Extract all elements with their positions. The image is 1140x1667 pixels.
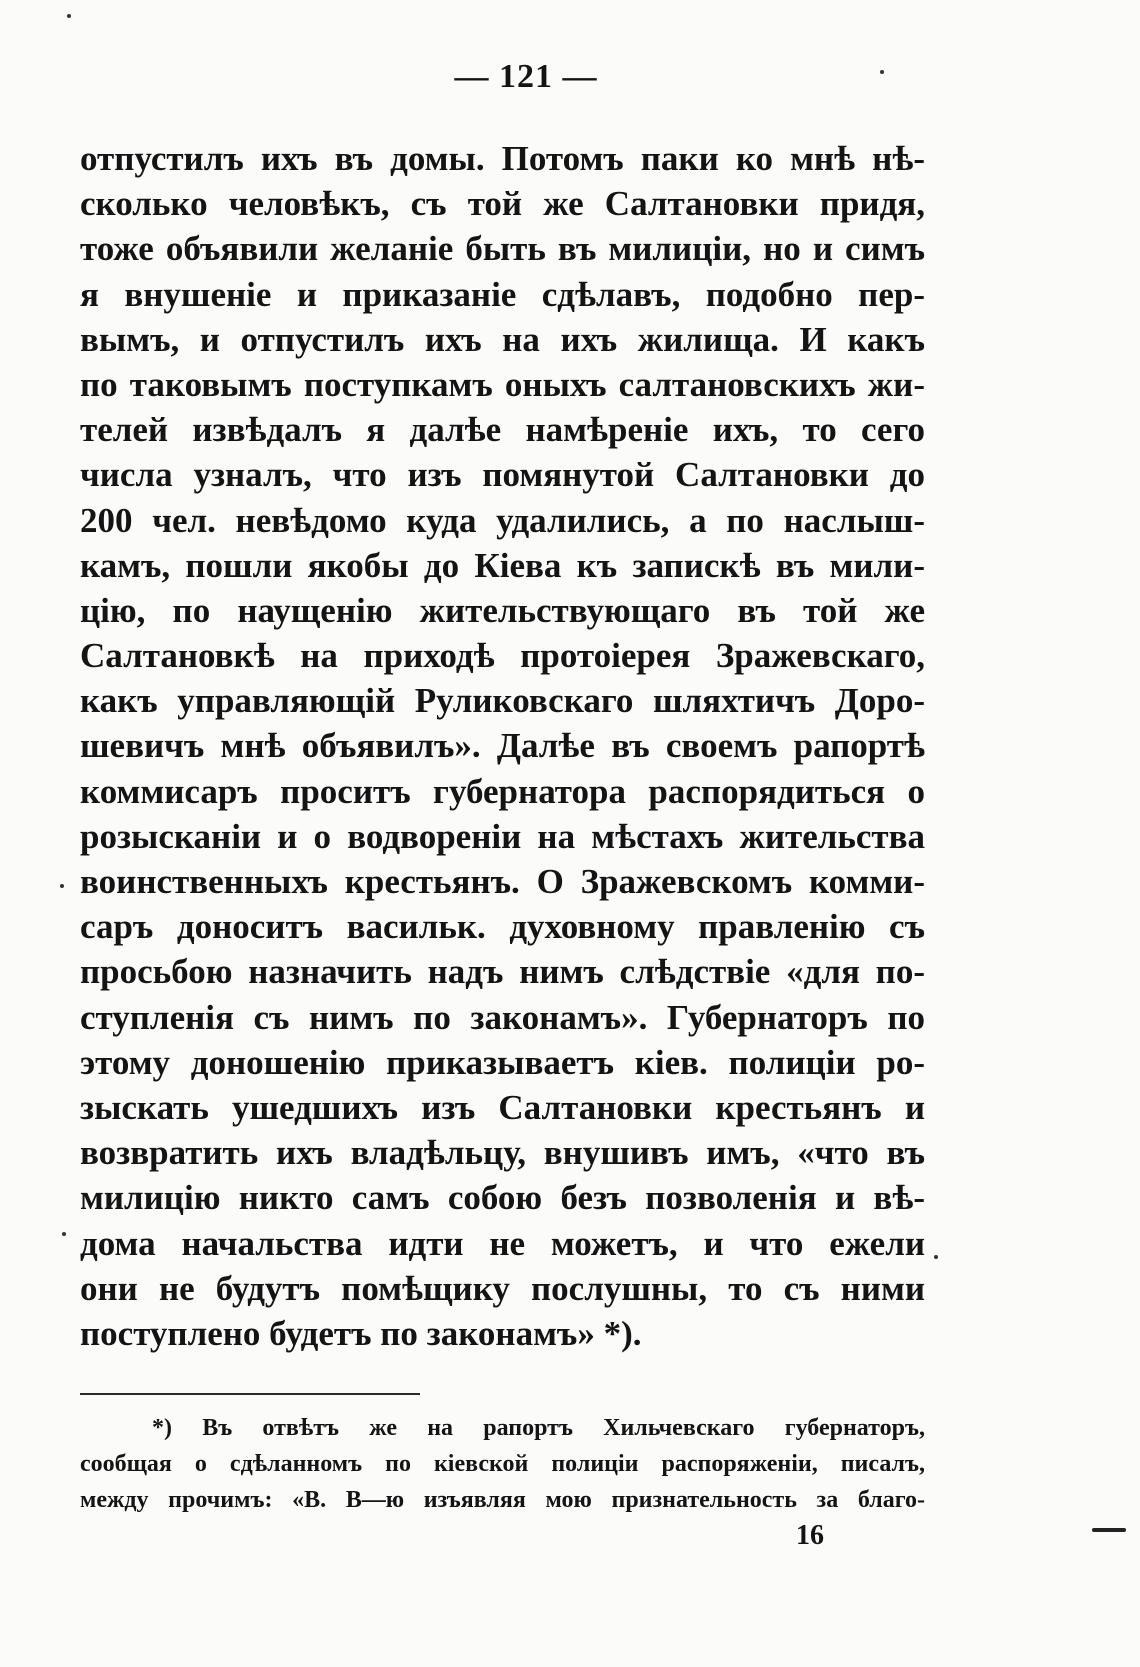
print-speck	[934, 1255, 938, 1259]
text-line: воинственныхъ крестьянъ. О Зражевскомъ комми-	[80, 862, 925, 901]
text-line: тоже объявили желаніе быть въ милиціи, но и симъ	[80, 229, 925, 269]
text-line: 200 чел. невѣдомо куда удалились, а по наслыш-	[80, 500, 925, 540]
print-speck	[67, 14, 71, 18]
text-line: ступленія съ нимъ по законамъ». Губернаторъ по	[80, 997, 925, 1037]
text-line: я внушеніе и приказаніе сдѣлавъ, подобно пер-	[80, 274, 925, 314]
text-line: цію, по наущенію жительствующаго въ той же	[80, 590, 925, 630]
text-line: коммисаръ проситъ губернатора распорядиться о	[80, 771, 925, 811]
text-line: по таковымъ поступкамъ оныхъ салтановскихъ жи-	[80, 364, 925, 404]
footnote-divider	[80, 1393, 420, 1395]
page-number: — 121 —	[454, 58, 598, 95]
footnote	[80, 1410, 925, 1518]
text-line: саръ доноситъ васильк. духовному правленію съ	[80, 907, 925, 947]
text-line: зыскать ушедшихъ изъ Салтановки крестьянъ и	[80, 1087, 925, 1127]
text-line: шевичъ мнѣ объявилъ». Далѣе въ своемъ рапортѣ	[80, 726, 925, 766]
text-line: какъ управляющій Руликовскаго шляхтичъ Доро-	[80, 681, 925, 721]
footnote-line: *) Въ отвѣтъ же на рапортъ Хильчевскаго губернаторъ,	[152, 1415, 925, 1441]
text-line: дома начальства идти не можетъ, и что ежели	[80, 1223, 925, 1263]
text-line: милицію никто самъ собою безъ позволенія и вѣ-	[80, 1178, 925, 1218]
edge-mark	[1092, 1528, 1126, 1532]
print-speck	[60, 884, 64, 888]
text-line: числа узналъ, что изъ помянутой Салтановки до	[80, 455, 925, 495]
print-speck	[62, 1232, 66, 1236]
text-line: просьбою назначить надъ нимъ слѣдствіе «для по-	[80, 952, 925, 992]
text-line: они не будутъ помѣщику послушны, то съ ними	[80, 1268, 925, 1308]
text-line: сколько человѣкъ, съ той же Салтановки придя,	[80, 184, 925, 224]
footnote-line: сообщая о сдѣланномъ по кіевской полиціи распоряженіи, писалъ,	[80, 1451, 925, 1477]
text-line: Салтановкѣ на приходѣ протоіерея Зражевскаго,	[80, 636, 925, 676]
text-line: розысканіи и о водвореніи на мѣстахъ жительства	[80, 816, 925, 856]
text-line: камъ, пошли якобы до Кіева къ запискѣ въ мили-	[80, 545, 925, 585]
main-text	[80, 136, 925, 1356]
footnote-line: между прочимъ: «В. В—ю изъявляя мою признательность за благо-	[80, 1487, 925, 1513]
text-line: возвратить ихъ владѣльцу, внушивъ имъ, «что въ	[80, 1133, 925, 1173]
text-line: отпустилъ ихъ въ домы. Потомъ паки ко мнѣ нѣ-	[80, 139, 925, 178]
text-line: этому доношенію приказываетъ кіев. полиціи ро-	[80, 1042, 925, 1082]
text-line: вымъ, и отпустилъ ихъ на ихъ жилища. И какъ	[80, 319, 925, 359]
signature-mark: 16	[796, 1520, 824, 1551]
print-speck	[880, 70, 884, 74]
text-line: поступлено будетъ по законамъ» *).	[80, 1313, 642, 1353]
text-line: телей извѣдалъ я далѣе намѣреніе ихъ, то сего	[80, 410, 925, 450]
